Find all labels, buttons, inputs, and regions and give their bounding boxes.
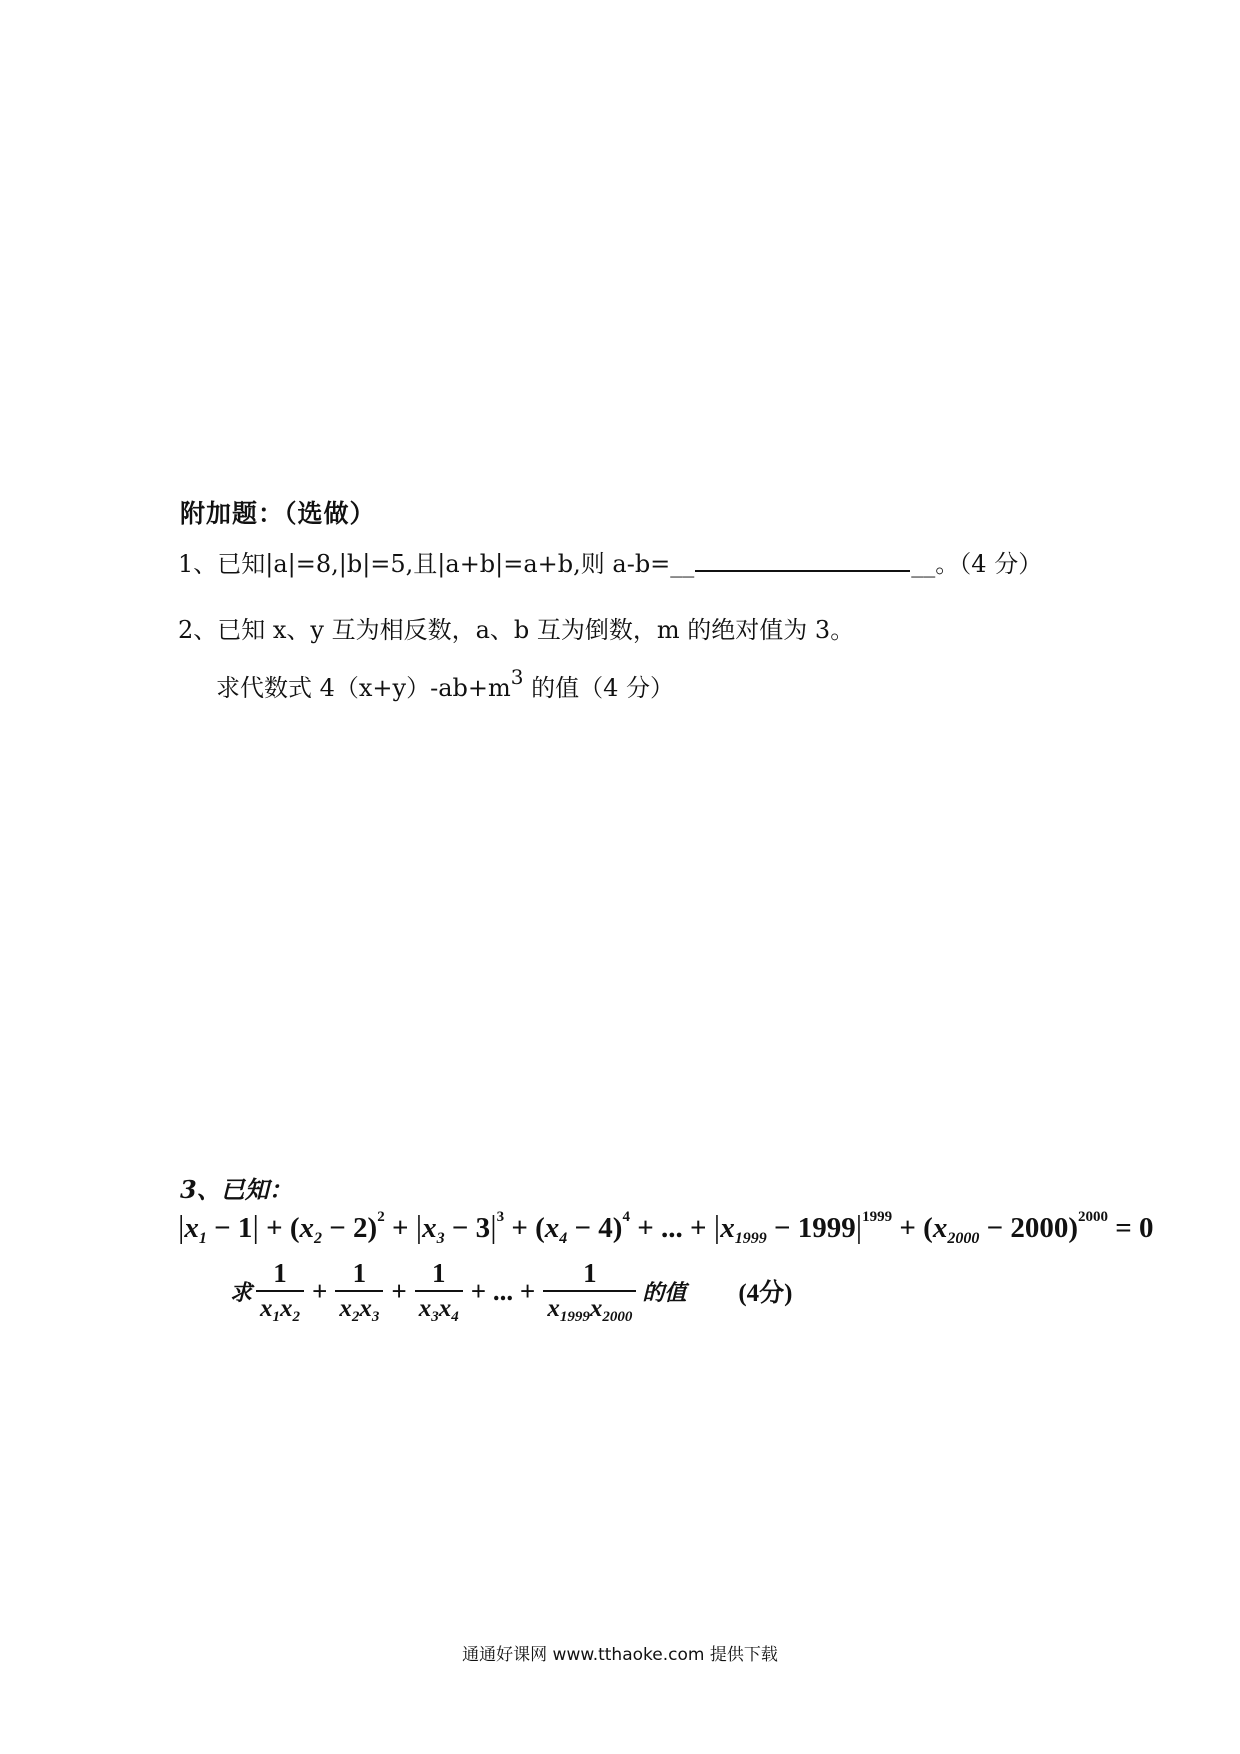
question-1-text: 1、已知|a|=8,|b|=5,且|a+b|=a+b,则 a-b=__ <box>178 550 695 578</box>
fraction-last: $\frac{1}{x_{1999}x_{2000}}$ <box>543 1256 636 1326</box>
section-title: 附加题：（选做） <box>180 499 376 528</box>
question-2-line-2 <box>216 665 675 703</box>
question-2-line-1: 2、已知 x、y 互为相反数，a、b 互为倒数，m 的绝对值为 3。 <box>178 616 855 644</box>
question-3-label: 3、已知： <box>180 1175 293 1204</box>
fraction-1: $\frac{1}{x_1x_2}$ <box>256 1256 304 1326</box>
answer-blank[interactable] <box>695 548 910 572</box>
question-3-equation: $|x_1 - 1| + (x_2 - 2)^2 + |x_3 - 3|^3 + (x_4 - 4)^4$ + ... + $|x_{1999} - 1999|^{1999} + (x_{2000} - 2000)^{2000} = 0$ <box>178 1208 1154 1247</box>
fraction-3: $\frac{1}{x_3x_4}$ <box>415 1256 463 1326</box>
value-word: 的值 <box>642 1279 687 1305</box>
question-3-score: (4分) <box>738 1280 793 1307</box>
question-3-sum: 求 $\frac{1}{x_1x_2}$ + $\frac{1}{x_2x_3}$ + $\frac{1}{x_3x_4}$ + ... + $\frac{1}{x_{1999}x_{2000}}$ 的值 (4分) <box>230 1258 793 1325</box>
question-1-score: __。（4 分） <box>911 550 1043 578</box>
question-2-score: 的值（4 分） <box>523 674 675 702</box>
footer-credit: 通通好课网 www.tthaoke.com 提供下载 <box>462 1645 778 1665</box>
question-2-expression: 求代数式 4（x+y）-ab+m <box>216 674 511 702</box>
question-1 <box>178 544 1042 579</box>
exponent: 3 <box>510 665 524 689</box>
fraction-2: $\frac{1}{x_2x_3}$ <box>335 1256 383 1326</box>
ask-word: 求 <box>230 1279 253 1305</box>
